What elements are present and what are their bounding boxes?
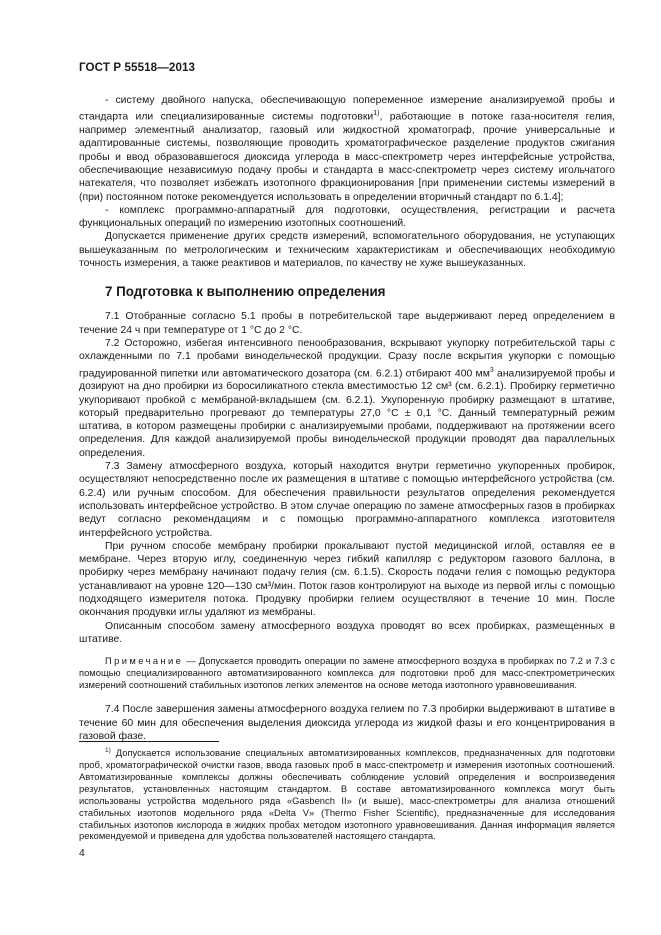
note: Примечание — Допускается проводить операции по замене атмосферного воздуха в пробирках по 7.2 и 7.3 с помощью специализированного автоматизированного комплекса для подготовки проб для масс-спектрометрических измерений соотношений стабильных изотопов легких элементов на основе метода изотопного уравновешивания. — [79, 655, 615, 691]
note-label: Примечание — [105, 655, 184, 667]
paragraph: - систему двойного напуска, обеспечивающую попеременное измерение анализируемой пробы и стандарта или специализированные системы подготовки$^{1)}$, работающие в потоке газа-носителя гелия, например элементный анализатор, газовый или жидкостной хроматограф, прочие универсальные и адаптированные системы, позволяющие проводить хроматографическое разделение продуктов сжигания пробы и ввод образовавшегося диоксида углерода в масс-спектрометр через интерфейсные устройства, обеспечивающие независимую подачу пробы и стандарта в масс-спектрометр через систему игольчатого натекателя, что позволяет избежать изотопного фракционирования [при применении системы измерений в (при) постоянном потоке рекомендуется использовать в определении вторичный стандарт по 6.1.4]; — [79, 95, 615, 203]
footnote-ref: 1) — [373, 110, 380, 118]
paragraph: 7.4 После завершения замены атмосферного воздуха гелием по 7.3 пробирки выдерживают в штативе в течение 60 мин для обеспечения выделения диоксида углерода из жидкой фазы и его концентрирования в газовой фазе. — [79, 704, 615, 742]
section-title: 7 Подготовка к выполнению определения — [105, 284, 386, 300]
paragraph: 7.1 Отобранные согласно 5.1 пробы в потребительской таре выдерживают перед определением в течение 24 ч при температуре от 1 °С до 2 °С. — [79, 311, 615, 336]
document-header: ГОСТ Р 55518—2013 — [79, 61, 196, 74]
document-body — [79, 94, 615, 743]
paragraph: 7.3 Замену атмосферного воздуха, который находится внутри герметично укупоренных пробирок, осуществляют непосредственно после их размещения в штативе с помощью интерфейсного устройства (см. 6.2.4) или ручным способом. Для обеспечения правильности результатов определения рекомендуется использовать интерфейсное устройство. В этом случае операцию по замене атмосферных газов в пробирках ведут согласно рекомендациям и с помощью программно-аппаратного комплекса изготовителя интерфейсного устройства. — [79, 461, 615, 539]
paragraph: Допускается применение других средств измерений, вспомогательного оборудования, не уступающих вышеуказанным по метрологическим и техническим характеристикам и обеспечивающих необходимую точность измерения, а также реактивов и материалов, по качеству не хуже вышеуказанных. — [79, 231, 615, 270]
footnotes — [79, 741, 615, 842]
page-number: 4 — [79, 848, 85, 859]
paragraph: Описанным способом замену атмосферного воздуха проводят во всех пробирках, размещенных в штативе. — [79, 620, 615, 645]
footnote-divider — [79, 741, 219, 742]
footnote: $^{1)}$ Допускается использование специальных автоматизированных комплексов, предназначенных для подготовки проб, хроматографической очистки газов, ввода газовых проб в масс-спектрометр и измерения изотопных соотношений. Автоматизированные комплексы должны обеспечивать соблюдение условий определения и воспроизведения результатов, установленных настоящим стандартом. В составе автоматизированного комплекса могут быть использованы устройства модельного ряда «Gasbench II» (и выше), масс-спектрометры для анализа отношений стабильных изотопов модельного ряда «Delta V» (Thermo Fisher Scientific), предназначенные для исследования стабильных изотопов кислорода в жидких пробах методом изотопного уравновешивания. Данная информация является рекомендуемой и приведена для удобства пользователей настоящего стандарта. — [79, 747, 615, 842]
footnote-marker: 1) — [105, 747, 111, 754]
paragraph: При ручном способе мембрану пробирки прокалывают пустой медицинской иглой, оставляя ее в мембране. Через вторую иглу, соединенную через гибкий капилляр с редуктором газового баллона, в пробирку через мембрану начинают подачу гелия (см. 6.1.5). Скорость подачи гелия с помощью редуктора устанавливают на уровне 120—130 см³/мин. Поток газов контролируют на выходе из первой иглы с помощью подходящего измерителя потока. Продувку пробирки гелием осуществляют в течение 10 мин. После окончания продувки иглы удаляют из мембраны. — [79, 540, 615, 619]
paragraph: - комплекс программно-аппаратный для подготовки, осуществления, регистрации и расчета функциональных операций по измерению изотопных соотношений. — [79, 204, 615, 230]
paragraph: 7.2 Осторожно, избегая интенсивного пенообразования, вскрывают укупорку потребительской тары с охлажденными по 7.1 пробами винодельческой продукции. Сразу после вскрытия укупорки с помощью градуированной пипетки или автоматического дозатора (см. 6.2.1) отбирают 400 $мм^3$ анализируемой пробы и дозируют на дно пробирки из боросиликатного стекла вместимостью 12 см³ (см. 6.2.1). Пробирку герметично укупоривают пробкой с мембраной-вкладышем (см. 6.2.1). Укупоренную пробирку размещают в штативе, который предварительно прогревают до температуры 27,0 °С ± 0,1 °С. Данный температурный режим штатива, в котором размещены пробирки с анализируемыми пробами, поддерживают на протяжении всего определения. Для каждой анализируемой пробы винодельческой продукции проводят два параллельных определения. — [79, 337, 615, 459]
